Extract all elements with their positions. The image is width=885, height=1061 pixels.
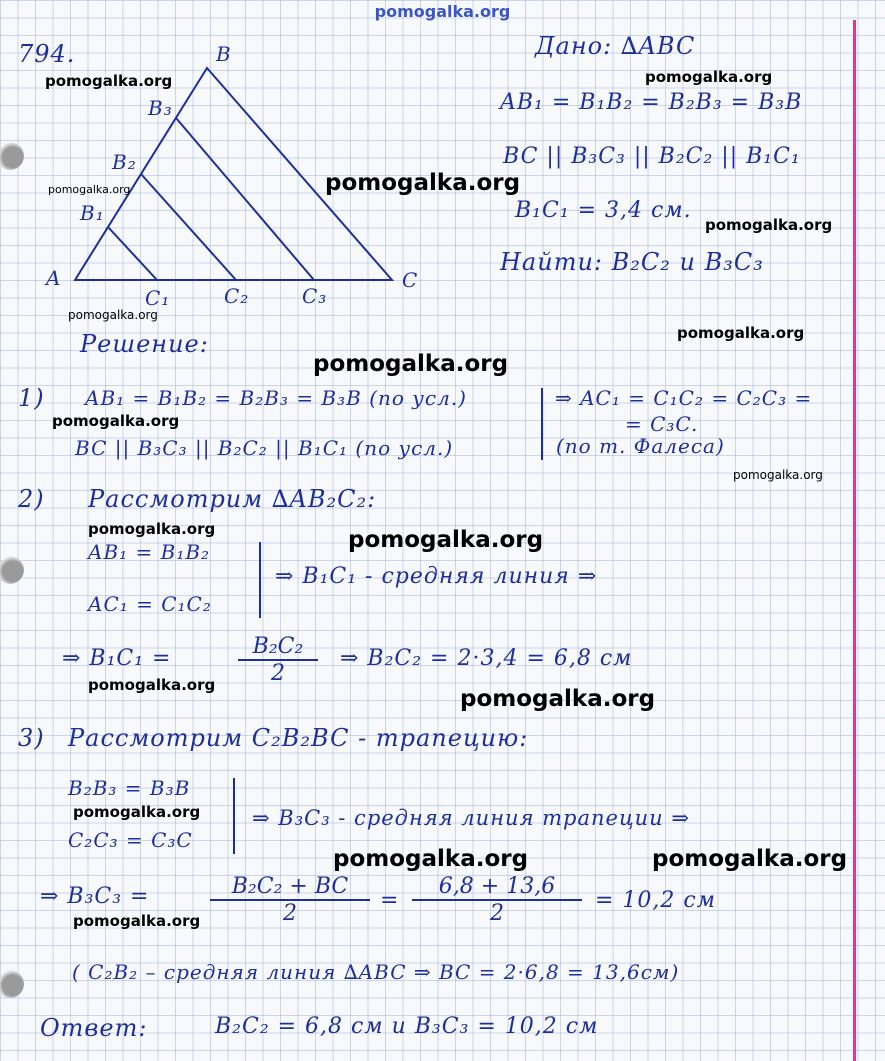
watermark: pomogalka.org — [52, 412, 180, 430]
solution-title: Решение: — [80, 330, 209, 358]
step3-line-d-left: ⇒ B₃C₃ = — [40, 884, 150, 909]
watermark: pomogalka.org — [652, 846, 848, 872]
step3-number: 3) — [18, 724, 45, 752]
step3-fraction-1 — [210, 874, 370, 926]
step1-line-d: = C₃C. — [625, 412, 699, 436]
step2-line-c: ⇒ B₁C₁ - средняя линия ⇒ — [275, 564, 598, 589]
step3-equals: = — [380, 888, 400, 913]
watermark: pomogalka.org — [325, 170, 521, 196]
watermark: pomogalka.org — [348, 527, 544, 553]
problem-number: 794. — [18, 40, 76, 68]
label-B3: B₃ — [148, 96, 173, 120]
step3-line-b: C₂C₃ = C₃C — [68, 828, 193, 852]
segment-b3c3 — [176, 118, 314, 280]
step3-line-a: B₂B₃ = B₃B — [68, 776, 191, 800]
step2-fraction-num: B₂C₂ — [238, 634, 318, 661]
step3-fraction-2-num: 6,8 + 13,6 — [412, 874, 582, 901]
given-line2: BC || B₃C₃ || B₂C₂ || B₁C₁ — [503, 144, 801, 169]
site-header[interactable]: pomogalka.org — [374, 2, 511, 21]
watermark: pomogalka.org — [88, 520, 216, 538]
answer-text: B₂C₂ = 6,8 см и B₃C₃ = 10,2 см — [215, 1014, 599, 1039]
label-B2: B₂ — [112, 150, 137, 174]
watermark: pomogalka.org — [705, 216, 833, 234]
watermark: pomogalka.org — [45, 72, 173, 90]
step1-number: 1) — [18, 384, 45, 412]
watermark: pomogalka.org — [333, 846, 529, 872]
given-line3: B₁C₁ = 3,4 см. — [515, 198, 692, 223]
watermark: pomogalka.org — [88, 676, 216, 694]
watermark: pomogalka.org — [733, 468, 823, 482]
step2-number: 2) — [18, 485, 45, 513]
step2-line-d-left: ⇒ B₁C₁ = — [62, 646, 172, 671]
step2-line-a: AB₁ = B₁B₂ — [88, 540, 211, 564]
step3-fraction-1-den: 2 — [283, 901, 297, 926]
label-C3: C₃ — [302, 284, 328, 308]
label-A: A — [46, 266, 62, 290]
step3-note: ( C₂B₂ – средняя линия ∆ABC ⇒ BC = 2·6,8 = 13,6см) — [72, 960, 680, 984]
label-C: C — [402, 268, 419, 292]
watermark: pomogalka.org — [48, 183, 131, 196]
watermark: pomogalka.org — [460, 686, 656, 712]
watermark: pomogalka.org — [313, 351, 509, 377]
step1-line-a: AB₁ = B₁B₂ = B₂B₃ = B₃B (по усл.) — [85, 386, 467, 410]
label-B1: B₁ — [80, 201, 105, 225]
step3-fraction-2 — [412, 874, 582, 926]
step1-line-c: ⇒ AC₁ = C₁C₂ = C₂C₃ = — [555, 386, 813, 410]
step2-fraction — [238, 634, 318, 686]
step1-line-e: (по т. Фалеса) — [556, 434, 725, 458]
step1-line-b: BC || B₃C₃ || B₂C₂ || B₁C₁ (по усл.) — [75, 436, 454, 460]
step2-line-d-right: ⇒ B₂C₂ = 2·3,4 = 6,8 см — [340, 646, 633, 671]
step3-fraction-2-den: 2 — [490, 901, 504, 926]
given-find: Найти: B₂C₂ и B₃C₃ — [500, 248, 764, 276]
segment-b1c1 — [108, 227, 157, 280]
step1-bracket — [541, 388, 543, 460]
answer-label: Ответ: — [40, 1014, 148, 1042]
label-C1: C₁ — [145, 286, 171, 310]
watermark: pomogalka.org — [68, 308, 158, 322]
step2-bracket — [259, 542, 261, 618]
label-B: B — [216, 42, 232, 66]
watermark: pomogalka.org — [73, 803, 201, 821]
label-C2: C₂ — [224, 284, 250, 308]
step2-fraction-den: 2 — [271, 661, 285, 686]
step3-bracket — [233, 778, 235, 854]
watermark: pomogalka.org — [73, 912, 201, 930]
step3-line-c: ⇒ B₃C₃ - средняя линия трапеции ⇒ — [252, 806, 690, 830]
watermark: pomogalka.org — [645, 68, 773, 86]
step3-fraction-1-num: B₂C₂ + BC — [210, 874, 370, 901]
given-line1: AB₁ = B₁B₂ = B₂B₃ = B₃B — [500, 90, 803, 115]
step3-line-d-right: = 10,2 см — [595, 888, 716, 913]
watermark: pomogalka.org — [677, 324, 805, 342]
step3-title: Рассмотрим C₂B₂BC - трапецию: — [68, 724, 529, 752]
step2-line-b: AC₁ = C₁C₂ — [88, 592, 212, 616]
given-title: Дано: ∆ABC — [535, 32, 696, 60]
step2-title: Рассмотрим ∆AB₂C₂: — [88, 485, 377, 513]
segment-b2c2 — [141, 174, 236, 280]
